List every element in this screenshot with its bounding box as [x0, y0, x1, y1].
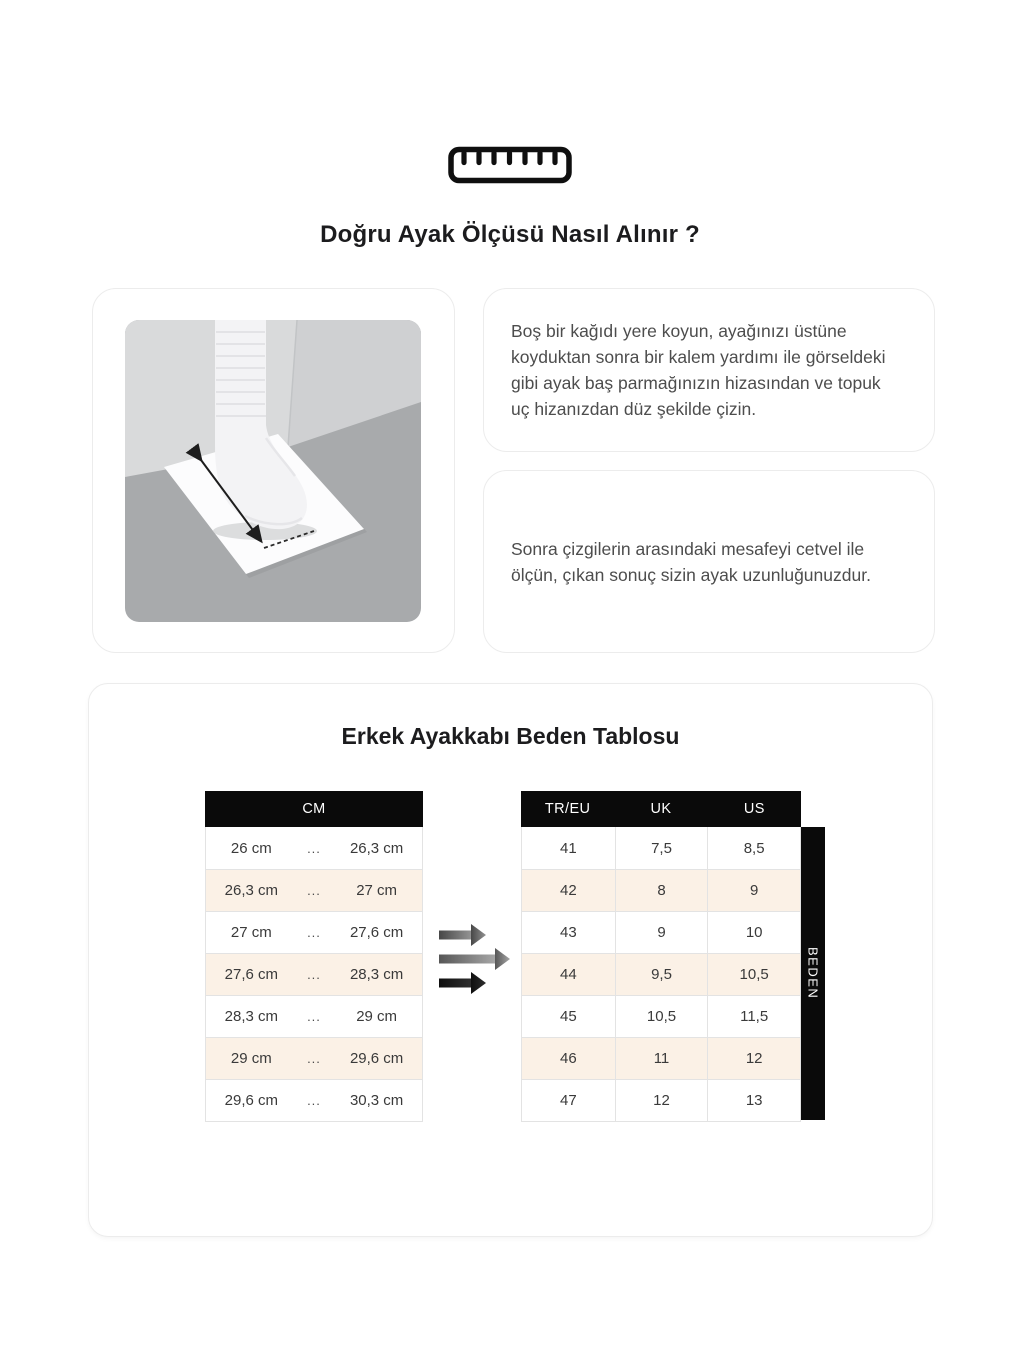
table-row — [522, 995, 800, 1037]
cm-to-cell: 29,6 cm — [349, 1050, 404, 1067]
size-cell-uk: 9,5 — [615, 954, 708, 995]
instruction-card-1 — [483, 288, 935, 452]
cm-from-cell: 28,3 cm — [224, 1008, 279, 1025]
size-table-card — [88, 683, 933, 1237]
ruler-icon — [448, 146, 572, 184]
cm-to-cell: 27 cm — [356, 882, 398, 899]
page-title: Doğru Ayak Ölçüsü Nasıl Alınır ? — [320, 221, 700, 248]
cm-table-header: CM — [205, 791, 423, 827]
table-row — [206, 1037, 422, 1079]
size-cell-treu: 46 — [559, 1050, 577, 1067]
table-row — [206, 869, 422, 911]
size-cell-treu: 41 — [559, 839, 577, 857]
header-cell-us: US — [743, 801, 765, 817]
range-dots: ... — [307, 1051, 321, 1066]
table-row — [522, 911, 800, 953]
ruler-icon-wrap — [0, 146, 1020, 184]
size-cell-uk: 8 — [615, 870, 708, 911]
size-cell-uk: 7,5 — [615, 827, 708, 869]
cm-table — [205, 791, 423, 1122]
table-row — [206, 953, 422, 995]
table-row — [206, 827, 422, 869]
table-row — [522, 827, 800, 869]
range-dots: ... — [307, 1009, 321, 1024]
measurement-photo-card — [92, 288, 455, 653]
cm-to-cell: 30,3 cm — [349, 1092, 404, 1109]
range-dots: ... — [307, 925, 321, 940]
range-dots: ... — [307, 1093, 321, 1108]
size-cell-uk: 12 — [615, 1080, 708, 1121]
table-row — [522, 1037, 800, 1079]
cm-from-cell: 26 cm — [230, 839, 272, 857]
size-cell-us: 10 — [707, 912, 800, 953]
header-cell-uk: UK — [650, 801, 672, 817]
size-table-header — [521, 791, 801, 827]
instruction-text-2: Sonra çizgilerin arasındaki mesafeyi cetvel ile ölçün, çıkan sonuç sizin ayak uzunluğunuzdur. — [511, 538, 871, 585]
size-cell-us: 9 — [707, 870, 800, 911]
cm-to-cell: 27,6 cm — [349, 924, 404, 941]
instruction-card-2 — [483, 470, 935, 653]
beden-side-label: BEDEN — [801, 827, 825, 1120]
size-cell-treu: 45 — [559, 1008, 577, 1025]
size-cell-uk: 9 — [615, 912, 708, 953]
cm-from-cell: 29,6 cm — [224, 1092, 279, 1109]
cm-to-cell: 28,3 cm — [349, 966, 404, 983]
cm-from-cell: 27,6 cm — [224, 966, 279, 983]
table-row — [206, 995, 422, 1037]
international-size-table — [521, 791, 801, 1122]
size-cell-treu: 43 — [559, 924, 577, 941]
size-cell-us: 10,5 — [707, 954, 800, 995]
size-cell-uk: 11 — [615, 1038, 708, 1079]
size-table-body — [521, 827, 801, 1122]
cm-from-cell: 27 cm — [230, 924, 272, 941]
table-row — [522, 869, 800, 911]
cm-from-cell: 29 cm — [230, 1050, 272, 1067]
cm-to-cell: 26,3 cm — [349, 839, 404, 857]
table-row — [522, 1079, 800, 1121]
cm-from-cell: 26,3 cm — [224, 882, 279, 899]
size-cell-us: 8,5 — [707, 827, 800, 869]
instruction-text-1: Boş bir kağıdı yere koyun, ayağınızı üstüne koyduktan sonra bir kalem yardımı ile görseldeki gibi ayak baş parmağınızın hizasından ve topuk uç hizanızdan düz şekilde çizin. — [511, 321, 886, 419]
header-cell-treu: TR/EU — [544, 801, 591, 817]
size-cell-us: 12 — [707, 1038, 800, 1079]
transfer-arrows-icon — [438, 923, 512, 995]
range-dots: ... — [307, 840, 321, 856]
range-dots: ... — [307, 883, 321, 898]
size-cell-uk: 10,5 — [615, 996, 708, 1037]
size-cell-treu: 47 — [559, 1092, 577, 1109]
foot-measurement-photo — [125, 320, 421, 622]
size-cell-us: 11,5 — [707, 996, 800, 1037]
size-cell-treu: 42 — [559, 882, 577, 899]
cm-table-body — [205, 827, 423, 1122]
table-row — [522, 953, 800, 995]
table-row — [206, 1079, 422, 1121]
cm-to-cell: 29 cm — [356, 1008, 398, 1025]
range-dots: ... — [307, 967, 321, 982]
section-title: Erkek Ayakkabı Beden Tablosu — [341, 723, 680, 749]
table-row — [206, 911, 422, 953]
size-cell-us: 13 — [707, 1080, 800, 1121]
size-cell-treu: 44 — [559, 966, 577, 983]
